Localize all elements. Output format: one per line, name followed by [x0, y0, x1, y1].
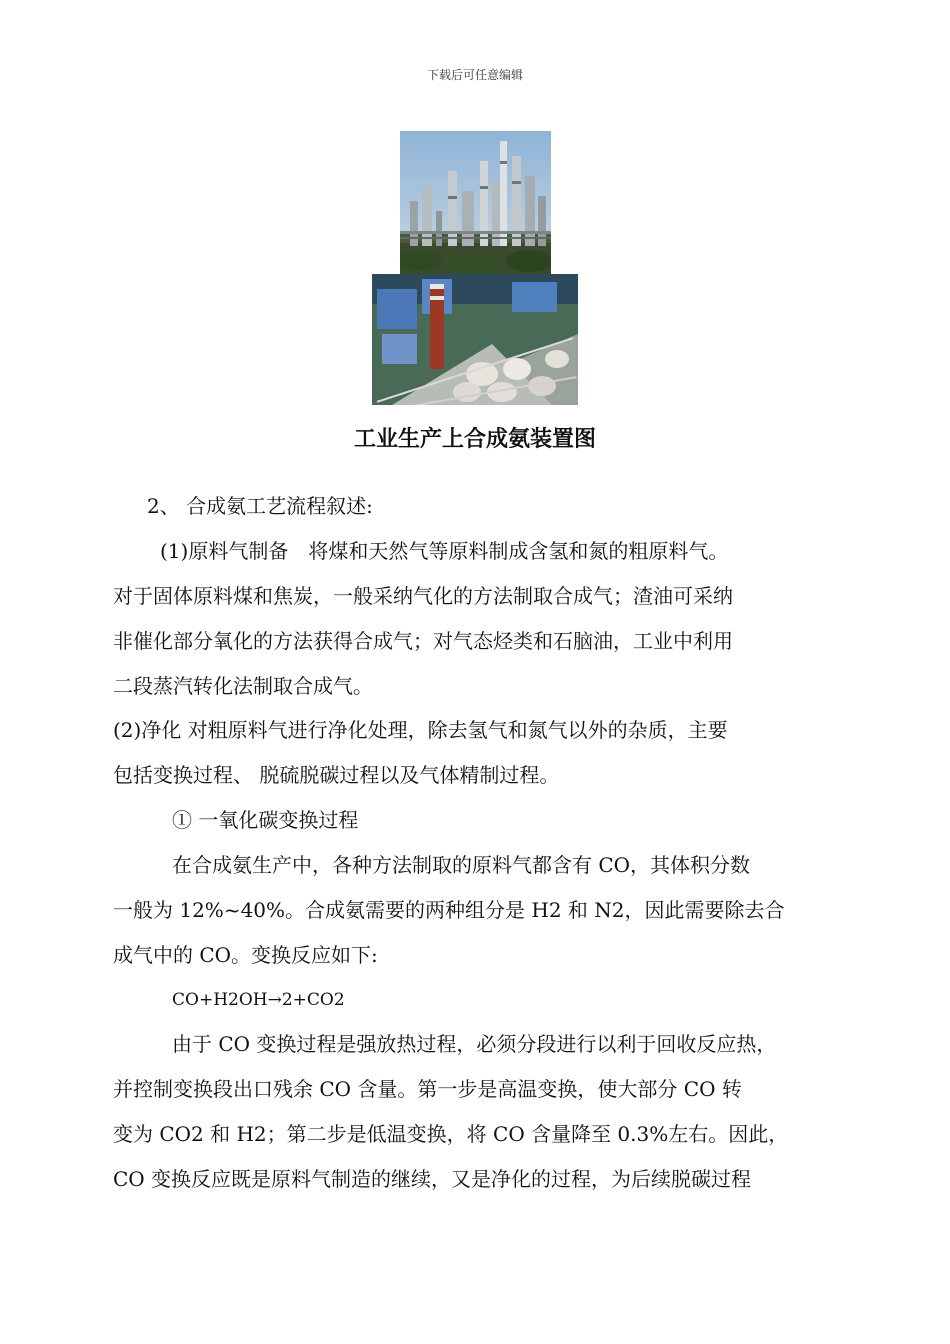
paragraph-line: 由于 CO 变换过程是强放热过程，必须分段进行以利于回收反应热，: [172, 1032, 777, 1056]
paragraph-line: CO 变换反应既是原料气制造的继续，又是净化的过程，为后续脱碳过程: [113, 1167, 752, 1191]
paragraph-line: 二段蒸汽转化法制取合成气。: [113, 674, 373, 698]
page-header: 下载后可任意编辑: [426, 68, 523, 82]
paragraph-line: 对于固体原料煤和焦炭，一般采纳气化的方法制取合成气；渣油可采纳: [113, 584, 733, 608]
subsection-title: ① 一氧化碳变换过程: [172, 808, 359, 832]
paragraph-line: (1)原料气制备 将煤和天然气等原料制成含氢和氮的粗原料气。: [160, 539, 729, 563]
paragraph-line: 非催化部分氧化的方法获得合成气；对气态烃类和石脑油，工业中利用: [113, 629, 733, 653]
refinery-towers-image: [400, 131, 551, 275]
reaction-equation: CO+H2OH→2+CO2: [172, 990, 345, 1010]
paragraph-line: (2)净化 对粗原料气进行净化处理，除去氢气和氮气以外的杂质，主要: [113, 718, 728, 742]
figure-caption: 工业生产上合成氨装置图: [353, 427, 596, 452]
section-heading: 2、 合成氨工艺流程叙述:: [147, 494, 373, 518]
paragraph-line: 在合成氨生产中，各种方法制取的原料气都含有 CO，其体积分数: [172, 853, 751, 877]
paragraph-line: 变为 CO2 和 H2；第二步是低温变换，将 CO 含量降至 0.3%左右。因此，: [113, 1122, 789, 1146]
paragraph-line: 包括变换过程、 脱硫脱碳过程以及气体精制过程。: [113, 763, 560, 787]
paragraph-line: 成气中的 CO。变换反应如下:: [113, 943, 378, 967]
paragraph-line: 一般为 12%~40%。合成氨需要的两种组分是 H2 和 N2，因此需要除去合: [113, 898, 785, 922]
plant-model-image: [372, 274, 578, 405]
paragraph-line: 并控制变换段出口残余 CO 含量。第一步是高温变换，使大部分 CO 转: [113, 1077, 742, 1101]
